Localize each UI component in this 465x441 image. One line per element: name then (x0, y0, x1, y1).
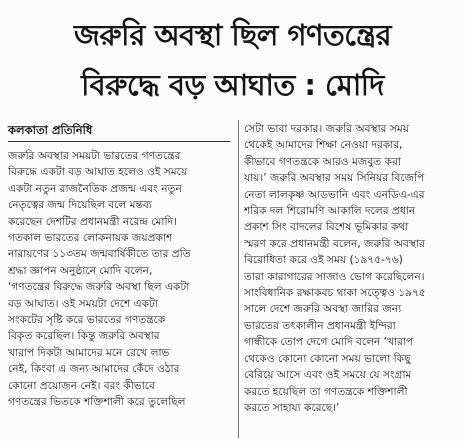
article-line: বেরিয়ে আসে এবং ওই সময়ে যে সংগ্রাম (244, 369, 412, 382)
article-line: তারা কারাগারের সাজাও ভোগ করেছিলেন। (244, 270, 425, 283)
article-line: সাংবিধানিক রক্ষাকবচ থাকা সত্ত্বেও ১৯৭৫ (244, 287, 426, 300)
article-line: শরিক দল শিরোমণি আকালি দলের প্রধান (244, 205, 416, 218)
article-line: বিকৃত করেছিল। কিন্তু জরুরি অবস্থার (8, 330, 160, 343)
article-line: বড় আঘাত। ওই সময়টা দেশে একটা (8, 297, 158, 310)
article-line: ‘গণতন্ত্রের বিরুদ্ধে জরুরি অবস্থা ছিল একটা (8, 281, 190, 294)
article-line: থেকেই আমাদের শিক্ষা নেওয়া দরকার, (244, 139, 403, 152)
article-right-column (244, 121, 458, 439)
article-line: ভারতের তৎকালীন প্রধানমন্ত্রী ইন্দিরা (244, 319, 396, 332)
article-left-column (8, 148, 233, 438)
article-line: বিরুদ্ধে একটা বড় আঘাত হলেও ওই সময়ে (8, 166, 188, 179)
article-line: নারায়ণের ১১৩তম জন্মবার্ষিকীতে তার প্রতি (8, 248, 191, 261)
article-line: করেছেন দেশটির প্রধানমন্ত্রী নরেন্দ্র মোদি। (8, 215, 177, 228)
article-line: জরুরি অবস্থার সময়টা ভারতের গণতন্ত্রের (8, 150, 181, 162)
headline-line-2: বিরুদ্ধে বড় আঘাত : মোদি (81, 68, 384, 102)
article-line: কোনো প্রয়োজন নেই। বরং কীভাবে (8, 379, 155, 392)
byline-divider (8, 141, 230, 142)
article-line: সংকটের সৃষ্টি করে ভারতের গণতন্ত্রকে (8, 314, 166, 327)
article-line: প্রকাশ সিং বাদলের বিশেষ ভূমিকার কথা (244, 221, 409, 234)
article-line: বিরোধিতা করে ওই সময় (১৯৭৫-৭৬) (244, 254, 403, 267)
article-line: শ্রদ্ধা জ্ঞাপন অনুষ্ঠানে মোদি বলেন, (8, 264, 153, 277)
headline-line-1: জরুরি অবস্থা ছিল গণতন্ত্রের (73, 18, 392, 52)
column-divider (238, 120, 239, 438)
article-line: গতকাল ভারতের লোকনায়ক জয়প্রকাশ (8, 232, 173, 245)
article-line: থেকেও কোনো কোনো সময় ভালো কিছু (244, 352, 411, 365)
article-line: গণতন্ত্রের ভিতকে শক্তিশালী করে তুলেছিল (8, 396, 186, 409)
article-line: একটা নতুন রাজনৈতিক প্রজন্ম এবং নতুন (8, 182, 182, 195)
article-line: নেতৃত্বের জন্ম দিয়েছিল বলে মন্তব্য (8, 199, 152, 212)
article-line: যায়।’ জরুরি অবস্থার সময় সিনিয়র বিজেপি (244, 172, 425, 185)
article-line: নেতা লালকৃষ্ণ আডভানি এবং এনডিএ-এর (244, 188, 425, 201)
article-line: গান্ধীকে তোপ দেগে মোদি বলেন ‘খারাপ (244, 336, 414, 349)
article-line: করতে হয়েছিল তা গণতন্ত্রকে শক্তিশালী (244, 385, 408, 398)
article-line: স্মরণ করে প্রধানমন্ত্রী বলেন, জরুরি অবস্থার (244, 237, 425, 250)
article-line: করতে সাহায্য করেছে।’ (244, 401, 340, 414)
byline: কলকাতা প্রতিনিধি (8, 123, 93, 137)
article-line: সালে দেশে জরুরি অবস্থা জারির জন্য (244, 303, 402, 316)
article-line: কীভাবে গণতন্ত্রকে আরও মজবুত করা (244, 155, 401, 168)
article-line: সেটা ভাবা দরকার। জরুরি অবস্থার সময় (244, 123, 409, 135)
article-line: খারাপ দিকটা আমাদের মনে রেখে লাভ (8, 346, 170, 359)
article-line: নেই, কিংবা এ জন্য আমাদের কেঁদে ওঠার (8, 363, 180, 376)
